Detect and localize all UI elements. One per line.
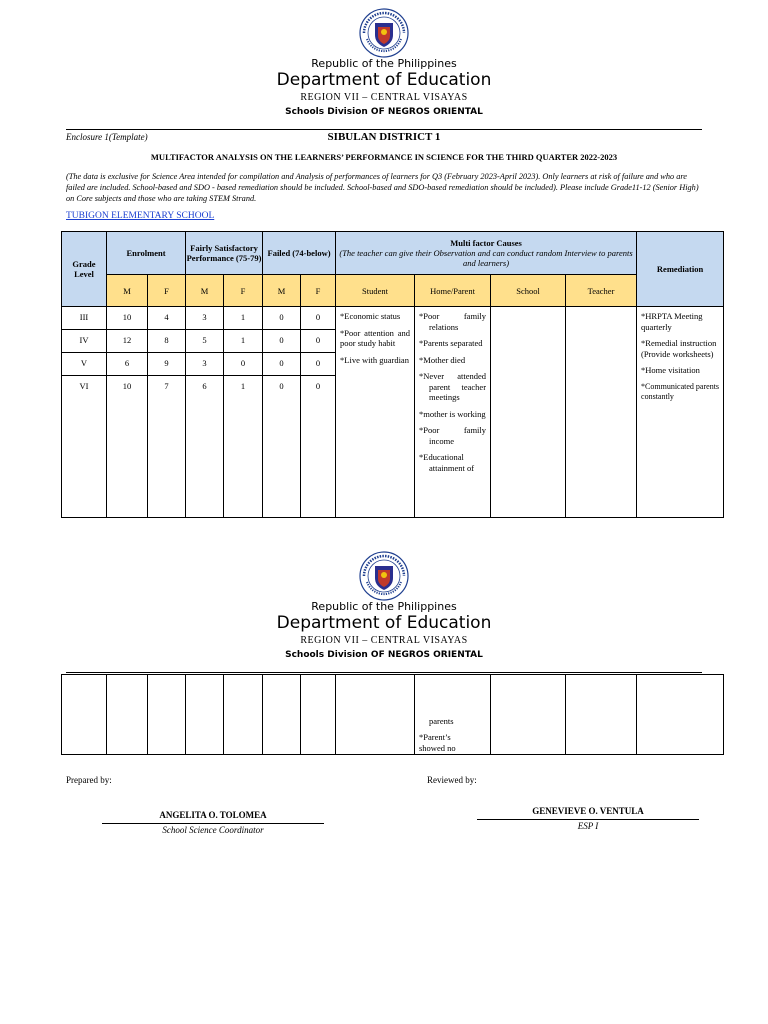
home-cause-item: *Poor family income: [419, 425, 487, 446]
letterhead: [0, 8, 768, 119]
enrol-m-cell: 6: [107, 353, 148, 376]
enrol-f-cell: 9: [148, 353, 186, 376]
remediation-item: *HRPTA Meeting quarterly: [641, 311, 703, 332]
grade-cell: III: [62, 307, 107, 330]
preparer-name: ANGELITA O. TOLOMEA: [159, 810, 267, 820]
region-label: REGION VII – CENTRAL VISAYAS: [300, 635, 468, 646]
home-cause-item: *Parents separated: [419, 338, 483, 348]
fairly-satisfactory-header: Fairly Satisfactory Performance (75-79): [186, 232, 263, 275]
enrol-m-cell: 12: [107, 330, 148, 353]
remediation-cell: [637, 307, 724, 518]
enrol-f-cell: 4: [148, 307, 186, 330]
failed-f-cell: 0: [301, 307, 336, 330]
enrol-m-cell: 10: [107, 307, 148, 330]
home-cause-item: *Educational attainment of: [419, 452, 475, 473]
failed-header: Failed (74-below): [263, 232, 336, 275]
reviewer-signature-line: [477, 819, 699, 820]
enrolment-f-header: F: [148, 275, 186, 307]
division-label: Schools Division OF NEGROS ORIENTAL: [285, 650, 483, 660]
enrol-f-cell: 7: [148, 376, 186, 398]
grade-cell: IV: [62, 330, 107, 353]
failed-f-cell: 0: [301, 330, 336, 353]
school-link[interactable]: TUBIGON ELEMENTARY SCHOOL: [66, 211, 215, 221]
failed-f-cell: 0: [301, 353, 336, 376]
home-causes-continued-cell: [415, 675, 491, 755]
preparer-signature-line: [102, 823, 324, 824]
fs-f-cell: 0: [224, 353, 263, 376]
district-title: SIBULAN DISTRICT 1: [327, 131, 441, 143]
letterhead-page-2: [0, 551, 768, 662]
failed-f-header: F: [301, 275, 336, 307]
teacher-header: Teacher: [566, 275, 637, 307]
department-title: Department of Education: [276, 70, 492, 90]
multi-factor-header: [336, 232, 637, 275]
enrol-m-cell: 10: [107, 376, 148, 398]
fs-m-cell: 3: [186, 307, 224, 330]
multi-factor-note: (The teacher can give their Observation and can conduct random Interview to parents and learners): [339, 248, 633, 268]
remediation-header: Remediation: [637, 232, 724, 307]
failed-m-cell: 0: [263, 353, 301, 376]
home-cause-item: parents: [429, 715, 454, 726]
grade-cell: V: [62, 353, 107, 376]
fs-m-header: M: [186, 275, 224, 307]
student-cause-item: *Economic status: [340, 311, 401, 321]
reviewed-by-label: Reviewed by:: [427, 775, 477, 785]
fs-f-cell: 1: [224, 376, 263, 398]
deped-seal-icon: [359, 8, 409, 58]
header-divider: [66, 129, 702, 130]
multifactor-table: [61, 231, 724, 518]
school-header: School: [491, 275, 566, 307]
reviewer-name: GENEVIEVE O. VENTULA: [532, 806, 644, 816]
department-title: Department of Education: [276, 613, 492, 633]
grade-level-header: Grade Level: [62, 232, 107, 307]
republic-label: Republic of the Philippines: [311, 57, 457, 70]
student-causes-cell: [336, 307, 415, 518]
prepared-by-label: Prepared by:: [66, 775, 112, 785]
preparer-role: School Science Coordinator: [162, 825, 264, 835]
instruction-note: (The data is exclusive for Science Area intended for compilation and Analysis of performances of learners for Q3 (February 2023-April 2023). Only learners at risk of failure and who are failed are included. School-based and SDO - based remediation should be included. School-based and SDO-based remediation should be included). Please include Grade11-12 (Senior High) on Core subjects and those who are taking STEM Strand.: [66, 172, 699, 203]
enrolment-header: Enrolment: [107, 232, 186, 275]
deped-seal-icon: [359, 551, 409, 601]
student-cause-item: *Poor attention and poor study habit: [340, 327, 411, 348]
republic-label: Republic of the Philippines: [311, 600, 457, 613]
home-causes-cell: [415, 307, 491, 518]
division-label: Schools Division OF NEGROS ORIENTAL: [285, 107, 483, 117]
student-cause-item: *Live with guardian: [340, 354, 409, 365]
remediation-item: *Communicated parents constantly: [641, 381, 720, 401]
reviewer-role: ESP I: [577, 821, 599, 831]
student-header: Student: [336, 275, 415, 307]
multifactor-table-continued: [61, 674, 724, 755]
fs-m-cell: 3: [186, 353, 224, 376]
region-label: REGION VII – CENTRAL VISAYAS: [300, 92, 468, 103]
failed-f-cell: 0: [301, 376, 336, 398]
enclosure-label: Enclosure 1(Template): [66, 132, 148, 142]
failed-m-cell: 0: [263, 330, 301, 353]
table-row: [62, 307, 724, 330]
failed-m-cell: 0: [263, 376, 301, 398]
grade-cell: VI: [62, 376, 107, 398]
fs-m-cell: 6: [186, 376, 224, 398]
fs-f-cell: 1: [224, 307, 263, 330]
remediation-item: *Remedial instruction (Provide worksheets): [641, 338, 717, 359]
home-cause-item: *Parent’s showed no: [419, 732, 456, 753]
failed-m-header: M: [263, 275, 301, 307]
home-cause-item: *Never attended parent teacher meetings: [419, 371, 487, 402]
enrolment-m-header: M: [107, 275, 148, 307]
fs-f-header: F: [224, 275, 263, 307]
remediation-item: *Home visitation: [641, 365, 700, 375]
home-cause-item: *Poor family relations: [419, 311, 487, 332]
enrol-f-cell: 8: [148, 330, 186, 353]
home-cause-item: *Mother died: [419, 354, 466, 365]
home-cause-item: *mother is working: [419, 408, 486, 419]
fs-m-cell: 5: [186, 330, 224, 353]
teacher-causes-cell: [566, 307, 637, 518]
header-divider: [66, 672, 702, 673]
multi-factor-title: Multi factor Causes: [450, 238, 522, 248]
document-title: MULTIFACTOR ANALYSIS ON THE LEARNERS’ PERFORMANCE IN SCIENCE FOR THE THIRD QUARTER 2022-2023: [150, 152, 618, 162]
home-parent-header: Home/Parent: [415, 275, 491, 307]
school-causes-cell: [491, 307, 566, 518]
failed-m-cell: 0: [263, 307, 301, 330]
fs-f-cell: 1: [224, 330, 263, 353]
